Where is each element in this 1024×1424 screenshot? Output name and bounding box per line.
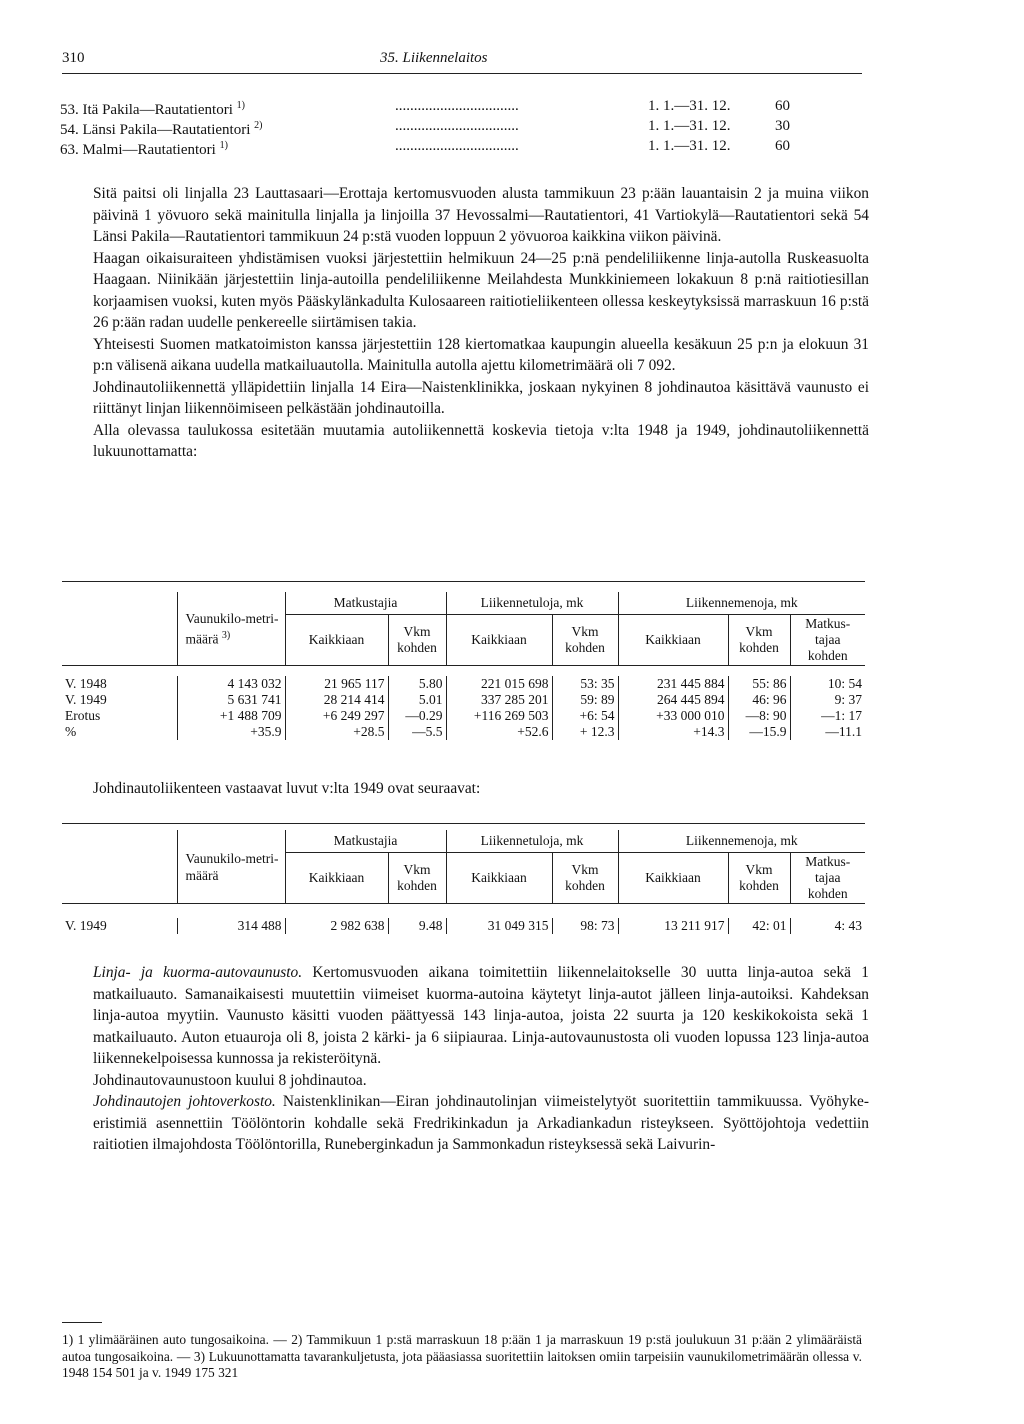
route-note: 2) (254, 120, 263, 131)
cell: +28.5 (285, 724, 388, 740)
cell: 98: 73 (552, 918, 618, 934)
cell: —1: 17 (790, 708, 865, 724)
table-row (62, 708, 865, 724)
route-period: 1. 1.—31. 12. (648, 98, 731, 114)
sub-vkm: Vkm kohden (552, 615, 618, 666)
sub-vkm: Vkm kohden (728, 853, 790, 904)
section-heading: Johdinautojen johtoverkosto. (93, 1093, 276, 1110)
cell: 9.48 (388, 918, 446, 934)
cell: —11.1 (790, 724, 865, 740)
sub-kaikkiaan: Kaikkiaan (446, 853, 552, 904)
cell: 5 631 741 (177, 692, 285, 708)
table-row (62, 692, 865, 708)
row-label: Erotus (65, 708, 101, 723)
cell: —8: 90 (728, 708, 790, 724)
cell: +1 488 709 (177, 708, 285, 724)
cell: +116 269 503 (446, 708, 552, 724)
route-count: 60 (775, 98, 790, 114)
body-block-2 (93, 778, 869, 800)
table-row (62, 676, 865, 692)
sub-kaikkiaan: Kaikkiaan (446, 615, 552, 666)
col-menot-header: Liikennemenoja, mk (618, 592, 865, 615)
paragraph: Alla olevassa taulukossa esitetään muutamia autoliikennettä koskevia tietoja v:lta 1948 ja 1949, johdinautoliikennettä lukuunottamatta: (93, 421, 869, 460)
cell: +33 000 010 (618, 708, 728, 724)
paragraph (93, 962, 869, 1070)
route-row: 63. Malmi—Rautatientori $^{1)}$ ................................. 1. 1.—31. 12. 60 (60, 138, 790, 158)
chapter-title: 35. Liikennelaitos (380, 50, 488, 66)
cell: 5.80 (388, 676, 446, 692)
sub-matkus: Matkus-tajaa kohden (790, 615, 865, 666)
body-block-3 (93, 962, 869, 1156)
col-tulot-header: Liikennetuloja, mk (446, 830, 618, 853)
table-2 (62, 830, 865, 934)
cell: 9: 37 (790, 692, 865, 708)
cell: +6: 54 (552, 708, 618, 724)
section-heading: Linja- ja kuorma-autovaunusto. (93, 964, 303, 981)
cell: +35.9 (177, 724, 285, 740)
page-number: 310 (62, 50, 85, 66)
cell: —15.9 (728, 724, 790, 740)
col-matkustajia-header: Matkustajia (285, 830, 446, 853)
route-row: 53. Itä Pakila—Rautatientori $^{1)}$ ................................. 1. 1.—31. 12. 60 (60, 98, 790, 118)
paragraph: Johdinautoliikennettä ylläpidettiin linjalla 14 Eira—Naistenklinikka, joskaan nykyinen 8 johdinautoa käsittävä vaunusto ei riittänyt linjan liikennöimiseen pelkästään johdinautoilla. (93, 378, 869, 417)
cell: 10: 54 (790, 676, 865, 692)
paragraph: Johdinautovaunustoon kuului 8 johdinautoa. (93, 1071, 367, 1089)
paragraph: Sitä paitsi oli linjalla 23 Lauttasaari—Erottaja kertomusvuoden alusta tammikuun 23 p:ään lauantaisin 2 ja muina viikon päivinä 1 yövuoro sekä mainitulla linjalla ja linjoilla 37 Hevossalmi—Rautatientori, 41 Vartiokylä—Rautatientori sekä 54 Länsi Pakila—Rautatientori tammikuun 24 p:stä vuoden loppuun 2 yövuoroa kaikkina viikon päivinä. (93, 185, 869, 245)
cell: —0.29 (388, 708, 446, 724)
cell: 46: 96 (728, 692, 790, 708)
page-header (62, 50, 862, 74)
header-rule (62, 73, 862, 74)
route-name: 53. Itä Pakila—Rautatientori (60, 102, 233, 118)
paragraph: Johdinautoliikenteen vastaavat luvut v:lta 1949 ovat seuraavat: (93, 780, 481, 797)
route-count: 60 (775, 138, 790, 154)
sub-vkm: Vkm kohden (388, 853, 446, 904)
cell: 21 965 117 (285, 676, 388, 692)
cell: 53: 35 (552, 676, 618, 692)
sub-vkm: Vkm kohden (388, 615, 446, 666)
cell: 4: 43 (790, 918, 865, 934)
cell: 59: 89 (552, 692, 618, 708)
paragraph: Haagan oikaisuraiteen yhdistämisen vuoksi järjestettiin helmikuun 24—25 p:nä pendeliliikenne linja-autolla Ruskeasuolta Haagaan. Niinikään järjestettiin linja-autoilla pendeliliikenne Meilahdesta Munkkiniemeen lokakuun 8 p:nä raitiotiesillan korjaamisen vuoksi, kuten myös Pääskylänkadulta Kulosaareen raitiotieliikenteen ollessa keskeytyksissä marraskuun 16 p:stä 26 p:ään radan uudelle penkereelle siirtämisen takia. (93, 249, 869, 331)
cell: 55: 86 (728, 676, 790, 692)
cell: 264 445 894 (618, 692, 728, 708)
footnote-3: 3) Lukuunottamatta tavarankuljetusta, jota pääasiassa suoritettiin laitoksen omiin tarpeisiin vaunukilometrimäärän ollessa v. 1948 154 501 ja v. 1949 175 321 (62, 1348, 862, 1380)
footnote-rule (62, 1322, 102, 1323)
row-label: % (65, 724, 77, 739)
col-matkustajia-header: Matkustajia (285, 592, 446, 615)
body-block-1 (93, 183, 869, 463)
sub-vkm: Vkm kohden (728, 615, 790, 666)
cell: +52.6 (446, 724, 552, 740)
cell: 221 015 698 (446, 676, 552, 692)
table-row (62, 918, 865, 934)
cell: 13 211 917 (618, 918, 728, 934)
sub-kaikkiaan: Kaikkiaan (285, 615, 388, 666)
cell: 2 982 638 (285, 918, 388, 934)
footnote-2: 2) Tammikuun 1 p:stä marraskuun 18 p:ään 1 ja marraskuun 19 p:stä joulukuun 31 p:ään 2 ylimääräistä autoa tungosaikoina. — (62, 1332, 862, 1364)
row-label: V. 1949 (65, 692, 107, 707)
footnote-1: 1) 1 ylimääräinen auto tungosaikoina. — (62, 1332, 287, 1347)
route-count: 30 (775, 118, 790, 134)
row-label: V. 1948 (65, 676, 107, 691)
col-menot-header: Liikennemenoja, mk (618, 830, 865, 853)
col-vaunu-header: Vaunukilo-metri-määrä $^{3)}$ (177, 592, 285, 666)
col-vaunu-header: Vaunukilo-metri-määrä (177, 830, 285, 904)
sub-vkm: Vkm kohden (552, 853, 618, 904)
cell: 337 285 201 (446, 692, 552, 708)
row-label: V. 1949 (65, 918, 107, 933)
cell: 42: 01 (728, 918, 790, 934)
col-tulot-header: Liikennetuloja, mk (446, 592, 618, 615)
paragraph: Yhteisesti Suomen matkatoimiston kanssa järjestettiin 128 kiertomatkaa kaupungin alueella kesäkuun 25 p:n ja elokuun 31 p:n välisenä aikana uudella matkailuautolla. Mainitulla autolla ajettu kilometrimäärä oli 7 092. (93, 335, 869, 374)
table-1 (62, 592, 865, 740)
table1-top-rule (62, 581, 865, 582)
route-list (60, 96, 820, 156)
cell: —5.5 (388, 724, 446, 740)
table-row (62, 724, 865, 740)
table2-top-rule (62, 823, 865, 824)
cell: 314 488 (177, 918, 285, 934)
cell: 31 049 315 (446, 918, 552, 934)
route-row: 54. Länsi Pakila—Rautatientori $^{2)}$ ................................. 1. 1.—31. 12. 30 (60, 118, 790, 138)
route-note: 1) (219, 140, 228, 151)
route-name: 63. Malmi—Rautatientori (60, 142, 216, 158)
footnotes (62, 1332, 862, 1382)
paragraph-text: Naistenklinikan—Eiran johdinautolinjan viimeistelytyöt suoritettiin tammikuussa. Vyöhyke-eristimiä asennettiin Töölöntorin kohdalle sekä Fredrikinkadun ja Arkadiankadun risteykseen. Syöttöjohtoja vedettiin raitiotien ilmajohdosta Töölöntorilla, Runeberginkadun ja Sammonkadun risteyksessä sekä Laivurin- (93, 1093, 869, 1153)
paragraph (93, 1091, 869, 1156)
cell: + 12.3 (552, 724, 618, 740)
sub-kaikkiaan: Kaikkiaan (618, 853, 728, 904)
route-period: 1. 1.—31. 12. (648, 118, 731, 134)
route-name: 54. Länsi Pakila—Rautatientori (60, 122, 251, 138)
cell: 231 445 884 (618, 676, 728, 692)
paragraph-text: Kertomusvuoden aikana toimitettiin liikennelaitokselle 30 uutta linja-autoa sekä 1 matkailuauto. Samanaikaisesti muutettiin viimeiset kuorma-autoina käytetyt linja-autot jälleen linja-autoiksi. Kahdeksan linja-autoa myytiin. Vaunusto käsitti vuoden päättyessä 143 linja-autoa, joista 22 suurta ja 120 keskikokoista sekä 1 matkailuauto. Auton etuauroja oli 8, joista 2 kärki- ja 6 siipiauraa. Linja-autovaunustosta oli vuoden lopussa 123 linja-autoa liikennekelpoisessa kunnossa ja rekisteröitynä. (93, 964, 869, 1067)
cell: +14.3 (618, 724, 728, 740)
sub-kaikkiaan: Kaikkiaan (618, 615, 728, 666)
route-period: 1. 1.—31. 12. (648, 138, 731, 154)
cell: 28 214 414 (285, 692, 388, 708)
sub-matkus: Matkus-tajaa kohden (790, 853, 865, 904)
route-note: 1) (236, 100, 245, 111)
sub-kaikkiaan: Kaikkiaan (285, 853, 388, 904)
cell: 4 143 032 (177, 676, 285, 692)
cell: 5.01 (388, 692, 446, 708)
cell: +6 249 297 (285, 708, 388, 724)
